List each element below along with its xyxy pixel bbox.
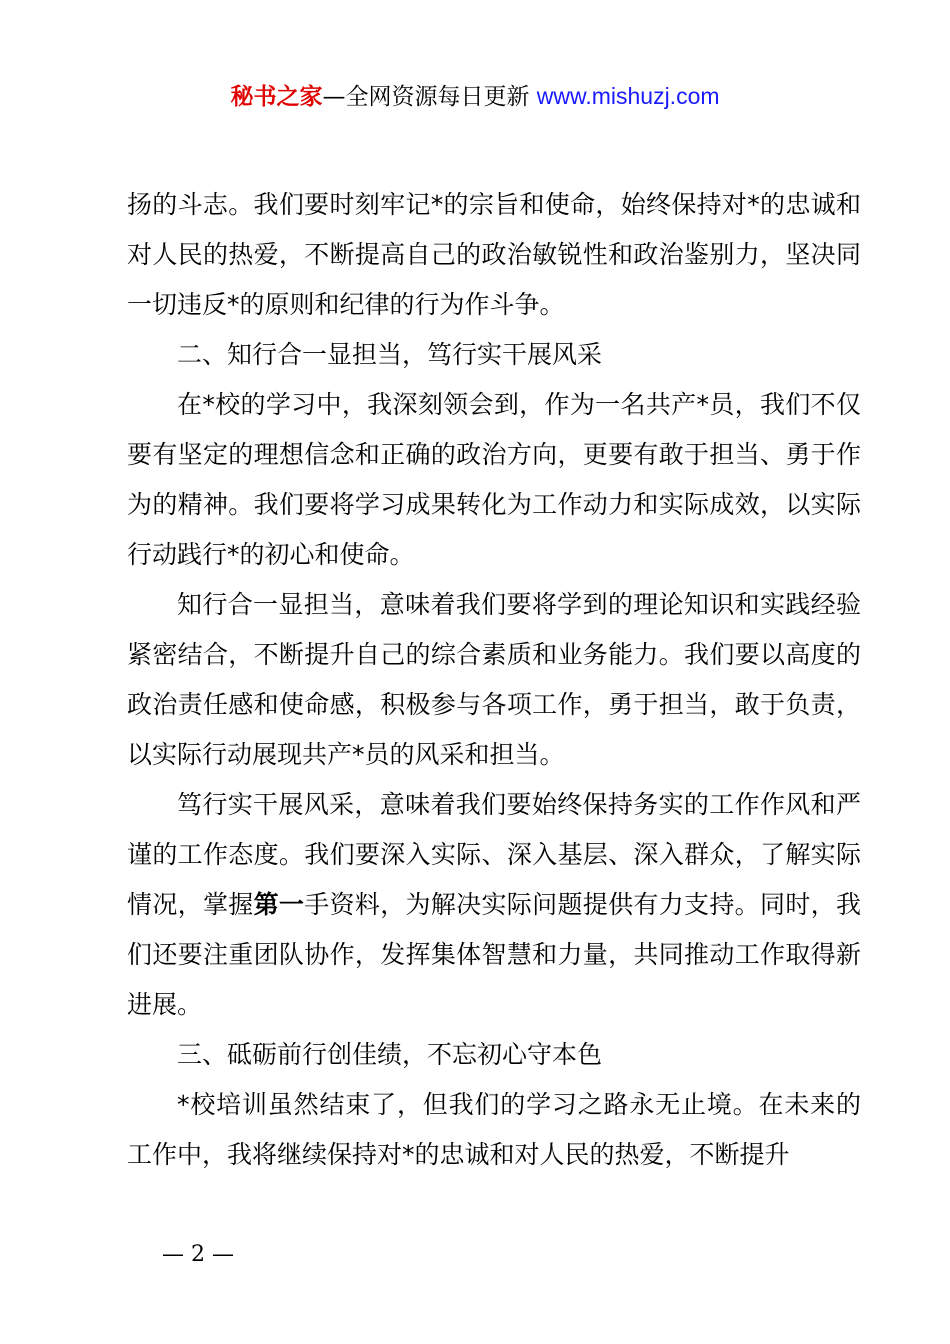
header-tagline: —全网资源每日更新 [322, 84, 537, 110]
document-body [127, 180, 861, 1180]
paragraph-study-reflection: 在*校的学习中，我深刻领会到，作为一名共产*员，我们不仅要有坚定的理想信念和正确的政治方向，更要有敢于担当、勇于作为的精神。我们要将学习成果转化为工作动力和实际成效，以实际行动践行*的初心和使命。 [127, 390, 861, 569]
paragraph-responsibility: 知行合一显担当，意味着我们要将学到的理论知识和实践经验紧密结合，不断提升自己的综合素质和业务能力。我们要以高度的政治责任感和使命感，积极参与各项工作，勇于担当，敢于负责，以实际行动展现共产*员的风采和担当。 [127, 590, 861, 769]
paragraph-text-after: 手资料，为解决实际问题提供有力支持。同时，我们还要注重团队协作，发挥集体智慧和力量，共同推动工作取得新进展。 [127, 890, 861, 1019]
brand-name: 秘书之家 [230, 84, 323, 110]
site-url-link[interactable]: www.mishuzj.com [536, 83, 720, 109]
bold-term: 第一 [253, 890, 305, 919]
section-heading-2: 二、知行合一显担当，笃行实干展风采 [177, 340, 603, 369]
paragraph-continuation: 扬的斗志。我们要时刻牢记*的宗旨和使命，始终保持对*的忠诚和对人民的热爱，不断提高自己的政治敏锐性和政治鉴别力，坚决同一切违反*的原则和纪律的行为作斗争。 [127, 190, 861, 319]
paragraph-practical-work [127, 780, 861, 1030]
site-header [0, 80, 950, 113]
paragraph-text-before: 笃行实干展风采，意味着我们要始终保持务实的工作作风和严谨的工作态度。我们要深入实际、深入基层、深入群众，了解实际情况，掌握 [127, 790, 861, 919]
section-heading-3: 三、砥砺前行创佳绩，不忘初心守本色 [177, 1040, 603, 1069]
page-number: — 2 — [162, 1242, 234, 1267]
paragraph-future-work: *校培训虽然结束了，但我们的学习之路永无止境。在未来的工作中，我将继续保持对*的忠诚和对人民的热爱，不断提升 [127, 1090, 861, 1169]
